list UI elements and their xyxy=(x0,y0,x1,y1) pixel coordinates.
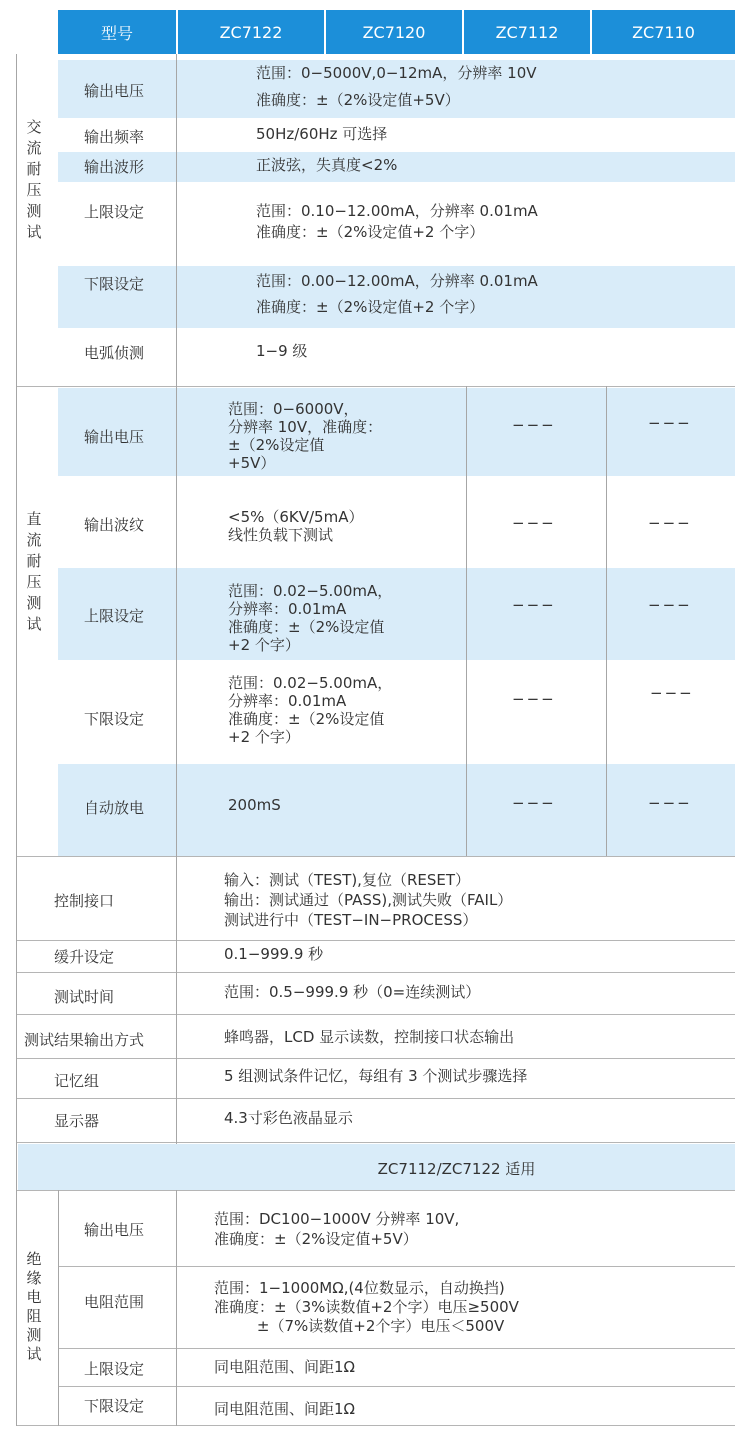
dc-upper-limit-value: 范围：0.02−5.00mA， 分辨率：0.01mA 准确度：±（2%设定值 +2 个字） xyxy=(228,582,393,654)
ac-output-voltage-label: 输出电压 xyxy=(84,82,145,100)
dc-lower-limit-zc7112-na: −−− xyxy=(512,690,556,708)
dc-row-band xyxy=(58,764,735,856)
ac-section-title: 交流耐压测试 xyxy=(26,118,42,241)
dc-row-band xyxy=(58,388,735,476)
dc-auto-discharge-label: 自动放电 xyxy=(84,799,145,817)
dc-section-title: 直流耐压测试 xyxy=(26,510,42,633)
dc-output-voltage-zc7110-na: −−− xyxy=(648,414,692,432)
dc-lower-limit-zc7110-na: −−− xyxy=(650,684,694,702)
header-model-label: 型号 xyxy=(58,10,176,54)
ac-upper-limit-label: 上限设定 xyxy=(84,203,145,221)
dc-output-voltage-zc7112-na: −−− xyxy=(512,416,556,434)
ir-output-voltage-value: 范围：DC100−1000V 分辨率 10V, 准确度：±（2%设定值+5V） xyxy=(214,1210,460,1248)
section-divider xyxy=(16,386,735,387)
row-divider xyxy=(16,1190,735,1191)
dc-auto-discharge-value: 200mS xyxy=(228,796,281,814)
dc-auto-discharge-zc7112-na: −−− xyxy=(512,794,556,812)
result-output-value: 蜂鸣器，LCD 显示读数，控制接口状态输出 xyxy=(224,1028,515,1046)
dc-output-voltage-value: 范围：0−6000V， 分辨率 10V，准确度： ±（2%设定值 +5V） xyxy=(228,400,383,472)
header-model-zc7120: ZC7120 xyxy=(326,10,462,54)
row-divider xyxy=(58,1348,735,1349)
header-model-zc7122: ZC7122 xyxy=(178,10,324,54)
row-divider xyxy=(16,1142,735,1143)
ac-output-frequency-label: 输出频率 xyxy=(84,128,145,146)
ir-section-title: 绝缘电阻测试 xyxy=(26,1250,42,1363)
ir-upper-limit-label: 上限设定 xyxy=(84,1360,145,1378)
dc-ripple-value: <5%（6KV/5mA） 线性负载下测试 xyxy=(228,508,364,544)
ac-arc-detection-label: 电弧侦测 xyxy=(84,344,145,362)
dc-lower-limit-label: 下限设定 xyxy=(84,710,145,728)
table-bottom-border xyxy=(16,1425,735,1426)
applicable-models-note: ZC7112/ZC7122 适用 xyxy=(377,1160,536,1178)
ir-resistance-range-value: 范围：1−1000MΩ,(4位数显示，自动换挡) 准确度：±（3%读数值+2个字）电压≥500V ±（7%读数值+2个字）电压＜500V xyxy=(214,1279,519,1335)
dc-output-voltage-label: 输出电压 xyxy=(84,428,145,446)
dc-column-border xyxy=(466,386,467,856)
section-divider xyxy=(16,856,735,857)
dc-auto-discharge-zc7110-na: −−− xyxy=(648,794,692,812)
dc-upper-limit-zc7112-na: −−− xyxy=(512,596,556,614)
ac-lower-limit-value: 范围：0.00−12.00mA，分辨率 0.01mA 准确度：±（2%设定值+2 个字） xyxy=(256,272,538,316)
row-divider xyxy=(16,1058,735,1059)
result-output-label: 测试结果输出方式 xyxy=(24,1031,145,1049)
control-interface-value: 输入：测试（TEST),复位（RESET） 输出：测试通过（PASS),测试失败（FAIL） 测试进行中（TEST−IN−PROCESS） xyxy=(224,871,513,929)
header-model-zc7110: ZC7110 xyxy=(592,10,735,54)
row-divider xyxy=(16,940,735,941)
ir-lower-limit-value: 同电阻范围、间距1Ω xyxy=(214,1400,356,1418)
dc-lower-limit-value: 范围：0.02−5.00mA， 分辨率：0.01mA 准确度：±（2%设定值 +2 个字） xyxy=(228,674,393,746)
ac-arc-detection-value: 1−9 级 xyxy=(256,342,308,360)
row-divider xyxy=(16,1014,735,1015)
ac-output-voltage-value: 范围：0−5000V,0−12mA，分辨率 10V 准确度：±（2%设定值+5V） xyxy=(256,64,537,109)
label-column-border xyxy=(176,54,177,1144)
memory-group-label: 记忆组 xyxy=(54,1072,100,1090)
ir-output-voltage-label: 输出电压 xyxy=(84,1221,145,1239)
row-divider xyxy=(16,1098,735,1099)
ac-output-waveform-label: 输出波形 xyxy=(84,158,145,176)
ac-upper-limit-value: 范围：0.10−12.00mA，分辨率 0.01mA 准确度：±（2%设定值+2 个字） xyxy=(256,202,538,241)
dc-row-band xyxy=(58,568,735,660)
dc-upper-limit-zc7110-na: −−− xyxy=(648,596,692,614)
dc-column-border xyxy=(606,386,607,856)
memory-group-value: 5 组测试条件记忆，每组有 3 个测试步骤选择 xyxy=(224,1067,528,1085)
ac-lower-limit-label: 下限设定 xyxy=(84,275,145,293)
test-time-label: 测试时间 xyxy=(54,988,115,1006)
dc-ripple-label: 输出波纹 xyxy=(84,516,145,534)
ir-lower-limit-label: 下限设定 xyxy=(84,1397,145,1415)
dc-ripple-zc7112-na: −−− xyxy=(512,514,556,532)
ramp-setting-label: 缓升设定 xyxy=(54,948,115,966)
row-divider xyxy=(58,1386,735,1387)
dc-ripple-zc7110-na: −−− xyxy=(648,514,692,532)
table-left-border xyxy=(16,54,17,1426)
ir-resistance-range-label: 电阻范围 xyxy=(84,1293,145,1311)
control-interface-label: 控制接口 xyxy=(54,892,115,910)
label-column-border xyxy=(176,1190,177,1426)
ac-output-waveform-value: 正波弦，失真度<2% xyxy=(256,156,398,174)
display-value: 4.3寸彩色液晶显示 xyxy=(224,1109,353,1127)
ir-upper-limit-value: 同电阻范围、间距1Ω xyxy=(214,1358,356,1376)
test-time-value: 范围：0.5−999.9 秒（0=连续测试） xyxy=(224,983,481,1001)
row-divider xyxy=(58,1266,735,1267)
ir-group-border xyxy=(58,1190,59,1426)
display-label: 显示器 xyxy=(54,1112,100,1130)
ramp-setting-value: 0.1−999.9 秒 xyxy=(224,945,324,963)
dc-upper-limit-label: 上限设定 xyxy=(84,607,145,625)
header-model-zc7112: ZC7112 xyxy=(464,10,590,54)
row-divider xyxy=(16,972,735,973)
ac-output-frequency-value: 50Hz/60Hz 可选择 xyxy=(256,125,388,143)
